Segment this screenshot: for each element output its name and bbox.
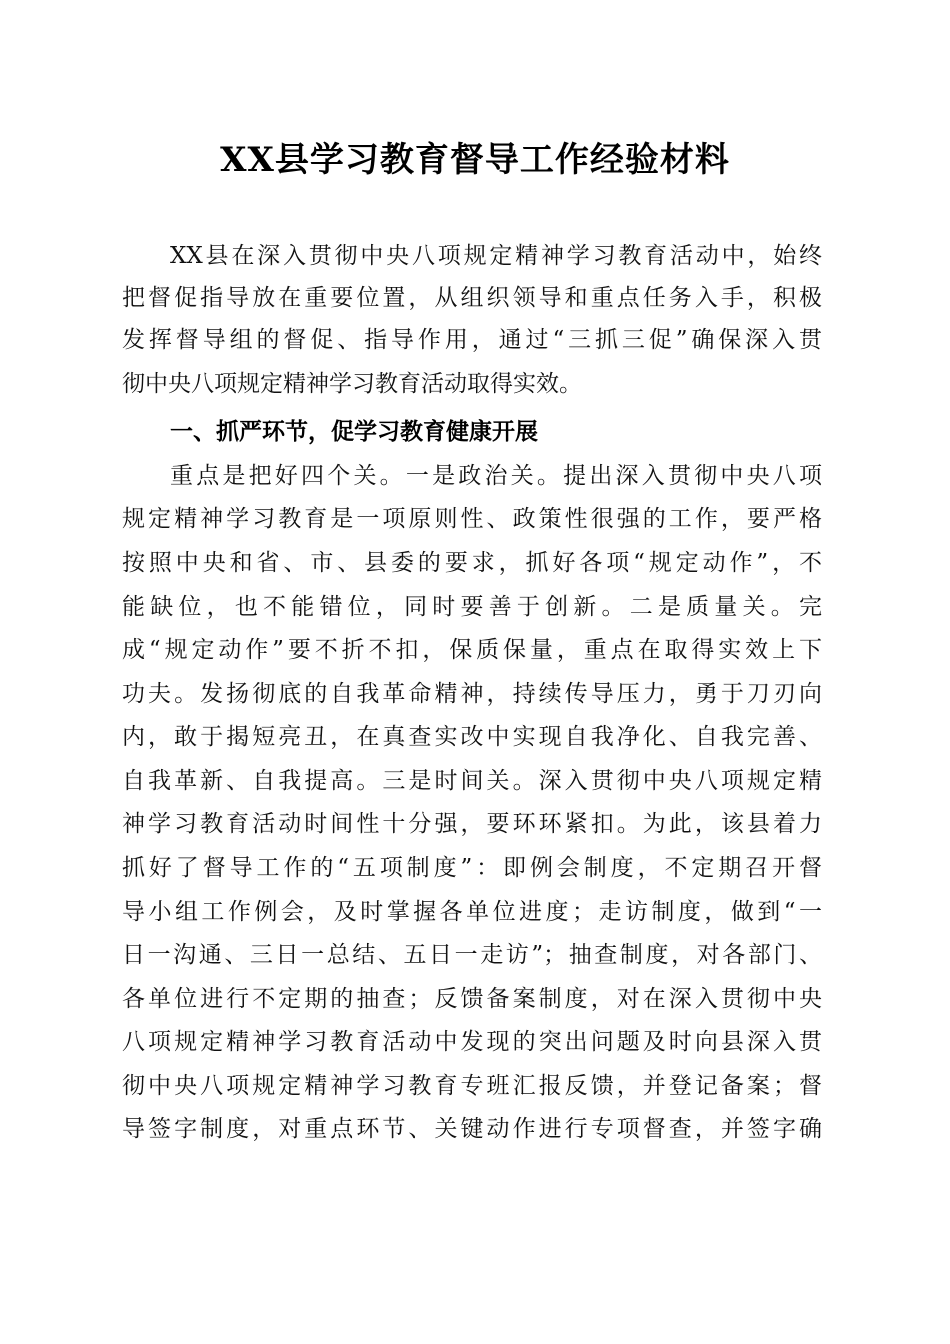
body-line: 功夫。发扬彻底的自我革命精神，持续传导压力，勇于刀刃向 [122,681,822,707]
document-title: XX县学习教育督导工作经验材料 [220,140,730,180]
body-line: 内，敢于揭短亮丑，在真查实改中实现自我净化、自我完善、 [122,724,822,750]
body-line: 成“规定动作”要不折不扣，保质保量，重点在取得实效上下 [122,637,822,663]
body-line: 规定精神学习教育是一项原则性、政策性很强的工作，要严格 [122,506,822,532]
body-line: 彻中央八项规定精神学习教育专班汇报反馈，并登记备案；督 [122,1073,822,1099]
body-line: 导小组工作例会，及时掌握各单位进度；走访制度，做到“一 [122,899,822,925]
intro-line: 把督促指导放在重要位置，从组织领导和重点任务入手，积极 [122,285,822,311]
intro-line: 彻中央八项规定精神学习教育活动取得实效。 [122,371,582,397]
body-line: 按照中央和省、市、县委的要求，抓好各项“规定动作”，不 [122,550,822,576]
body-line: 抓好了督导工作的“五项制度”：即例会制度，不定期召开督 [122,855,822,881]
body-line: 八项规定精神学习教育活动中发现的突出问题及时向县深入贯 [122,1029,822,1055]
body-line: 日一沟通、三日一总结、五日一走访”；抽查制度，对各部门、 [122,942,822,968]
intro-line: XX县在深入贯彻中央八项规定精神学习教育活动中，始终 [170,243,822,269]
body-line: 能缺位，也不能错位，同时要善于创新。二是质量关。完 [122,594,822,620]
body-line: 重点是把好四个关。一是政治关。提出深入贯彻中央八项 [170,463,822,489]
section-heading: 一、抓严环节，促学习教育健康开展 [170,419,538,445]
body-line: 自我革新、自我提高。三是时间关。深入贯彻中央八项规定精 [122,768,822,794]
intro-line: 发挥督导组的督促、指导作用，通过“三抓三促”确保深入贯 [122,327,822,353]
body-line: 神学习教育活动时间性十分强，要环环紧扣。为此，该县着力 [122,811,822,837]
body-line: 导签字制度，对重点环节、关键动作进行专项督查，并签字确 [122,1116,822,1142]
body-line: 各单位进行不定期的抽查；反馈备案制度，对在深入贯彻中央 [122,986,822,1012]
